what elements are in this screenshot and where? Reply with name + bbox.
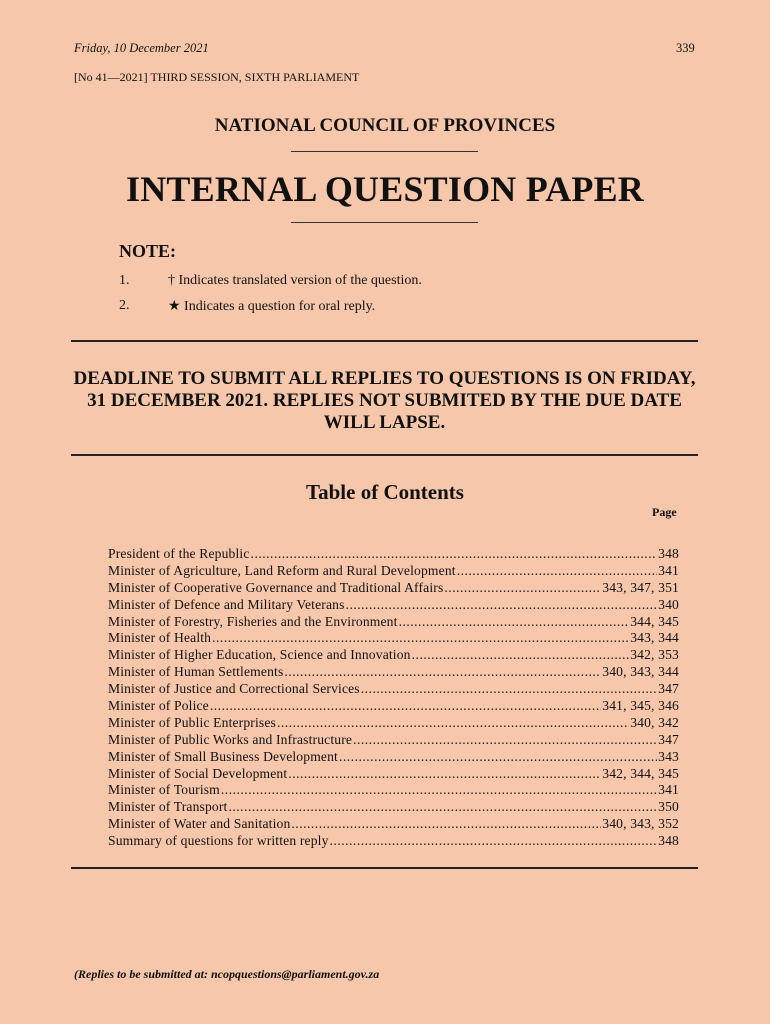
- toc-entry: [108, 563, 679, 580]
- toc-entry-label: President of the Republic: [108, 546, 250, 561]
- toc-entry-pages: 341: [658, 562, 679, 578]
- toc-entry: [108, 766, 679, 783]
- note-number: 2.: [119, 298, 130, 313]
- toc-entry-label: Minister of Cooperative Governance and Traditional Affairs: [108, 579, 444, 595]
- page-number: 339: [676, 41, 695, 55]
- toc-leader: [444, 580, 601, 596]
- toc-entry-pages: 342, 353: [630, 647, 679, 663]
- toc-entry-pages: 343, 344: [630, 630, 679, 646]
- toc-leader: [457, 563, 657, 579]
- toc-leader: [399, 614, 630, 630]
- note-text: ★ Indicates a question for oral reply.: [168, 299, 376, 314]
- toc-entry-pages: 350: [658, 799, 679, 815]
- toc-entry-label: Minister of Justice and Correctional Services: [108, 681, 360, 697]
- toc-entry-label: Summary of questions for written reply: [108, 833, 329, 849]
- section-divider: [71, 454, 698, 456]
- toc-entry-pages: 344, 345: [630, 613, 679, 629]
- table-of-contents: [108, 546, 679, 850]
- divider: [291, 222, 478, 223]
- toc-entry-label: Minister of Health: [108, 630, 212, 646]
- divider: [291, 151, 478, 152]
- toc-entry: [108, 647, 679, 664]
- toc-entry-label: Minister of Human Settlements: [108, 664, 284, 680]
- toc-leader: [210, 698, 601, 714]
- toc-entry-label: Minister of Public Works and Infrastructure: [108, 731, 353, 747]
- toc-leader: [361, 681, 657, 697]
- toc-entry-label: Minister of Higher Education, Science and Innovation: [108, 647, 411, 663]
- section-divider: [71, 867, 698, 869]
- toc-entry: [108, 816, 679, 833]
- toc-leader: [412, 647, 630, 663]
- toc-entry: [108, 580, 679, 597]
- council-heading: NATIONAL COUNCIL OF PROVINCES: [214, 115, 556, 136]
- toc-entry-label: Minister of Small Business Development: [108, 748, 338, 764]
- toc-page-header: Page: [652, 505, 677, 519]
- toc-entry-pages: 341: [658, 782, 679, 798]
- toc-entry: [108, 614, 679, 631]
- toc-leader: [291, 816, 601, 832]
- toc-leader: [330, 833, 658, 849]
- toc-entry: [108, 833, 679, 850]
- toc-title: Table of Contents: [306, 480, 464, 504]
- toc-leader: [346, 597, 658, 613]
- toc-leader: [277, 715, 629, 731]
- section-divider: [71, 340, 698, 342]
- toc-entry-pages: 340, 343, 352: [602, 816, 679, 832]
- note-text: † Indicates translated version of the question.: [168, 273, 422, 288]
- toc-entry-label: Minister of Tourism: [108, 782, 220, 798]
- toc-entry: [108, 681, 679, 698]
- toc-entry-pages: 343, 347, 351: [602, 579, 679, 595]
- toc-entry-label: Minister of Transport: [108, 799, 228, 815]
- toc-entry-label: Minister of Police: [108, 698, 209, 714]
- toc-leader: [212, 630, 629, 646]
- toc-entry: [108, 732, 679, 749]
- toc-entry: [108, 799, 679, 816]
- toc-leader: [284, 664, 601, 680]
- toc-entry-pages: 340, 343, 344: [602, 664, 679, 680]
- toc-entry-label: Minister of Defence and Military Veterans: [108, 596, 345, 612]
- toc-leader: [221, 782, 657, 798]
- toc-entry-label: Minister of Agriculture, Land Reform and Rural Development: [108, 562, 456, 578]
- toc-entry-label: Minister of Public Enterprises: [108, 714, 276, 730]
- session-line: [No 41—2021] THIRD SESSION, SIXTH PARLIAMENT: [74, 70, 360, 84]
- toc-entry: [108, 630, 679, 647]
- toc-entry-pages: 341, 345, 346: [602, 698, 679, 714]
- toc-entry-pages: 347: [658, 681, 679, 697]
- toc-leader: [288, 766, 601, 782]
- page-title: INTERNAL QUESTION PAPER: [125, 169, 645, 209]
- toc-entry-label: Minister of Water and Sanitation: [108, 816, 291, 832]
- toc-entry: [108, 546, 679, 563]
- toc-entry: [108, 597, 679, 614]
- toc-entry-label: Minister of Social Development: [108, 765, 288, 781]
- toc-entry-pages: 348: [658, 833, 679, 849]
- toc-leader: [228, 799, 657, 815]
- deadline-notice: DEADLINE TO SUBMIT ALL REPLIES TO QUESTIONS IS ON FRIDAY, 31 DECEMBER 2021. REPLIES NOT SUBMITED BY THE DUE DATE WILL LAPSE.: [73, 368, 696, 433]
- toc-entry-pages: 347: [658, 731, 679, 747]
- toc-entry: [108, 664, 679, 681]
- toc-entry: [108, 698, 679, 715]
- toc-entry-pages: 340, 342: [630, 714, 679, 730]
- toc-entry-pages: 340: [658, 596, 679, 612]
- note-number: 1.: [119, 273, 130, 288]
- toc-entry-label: Minister of Forestry, Fisheries and the Environment: [108, 613, 398, 629]
- note-heading: NOTE:: [119, 241, 177, 261]
- toc-entry: [108, 782, 679, 799]
- header-date: Friday, 10 December 2021: [74, 41, 209, 55]
- footer-note: (Replies to be submitted at: ncopquestions@parliament.gov.za: [74, 967, 380, 981]
- toc-leader: [353, 732, 657, 748]
- toc-entry-pages: 343: [658, 748, 679, 764]
- toc-entry-pages: 348: [658, 546, 679, 561]
- toc-entry: [108, 715, 679, 732]
- toc-leader: [251, 546, 658, 562]
- toc-entry: [108, 749, 679, 766]
- toc-leader: [339, 749, 657, 765]
- toc-entry-pages: 342, 344, 345: [602, 765, 679, 781]
